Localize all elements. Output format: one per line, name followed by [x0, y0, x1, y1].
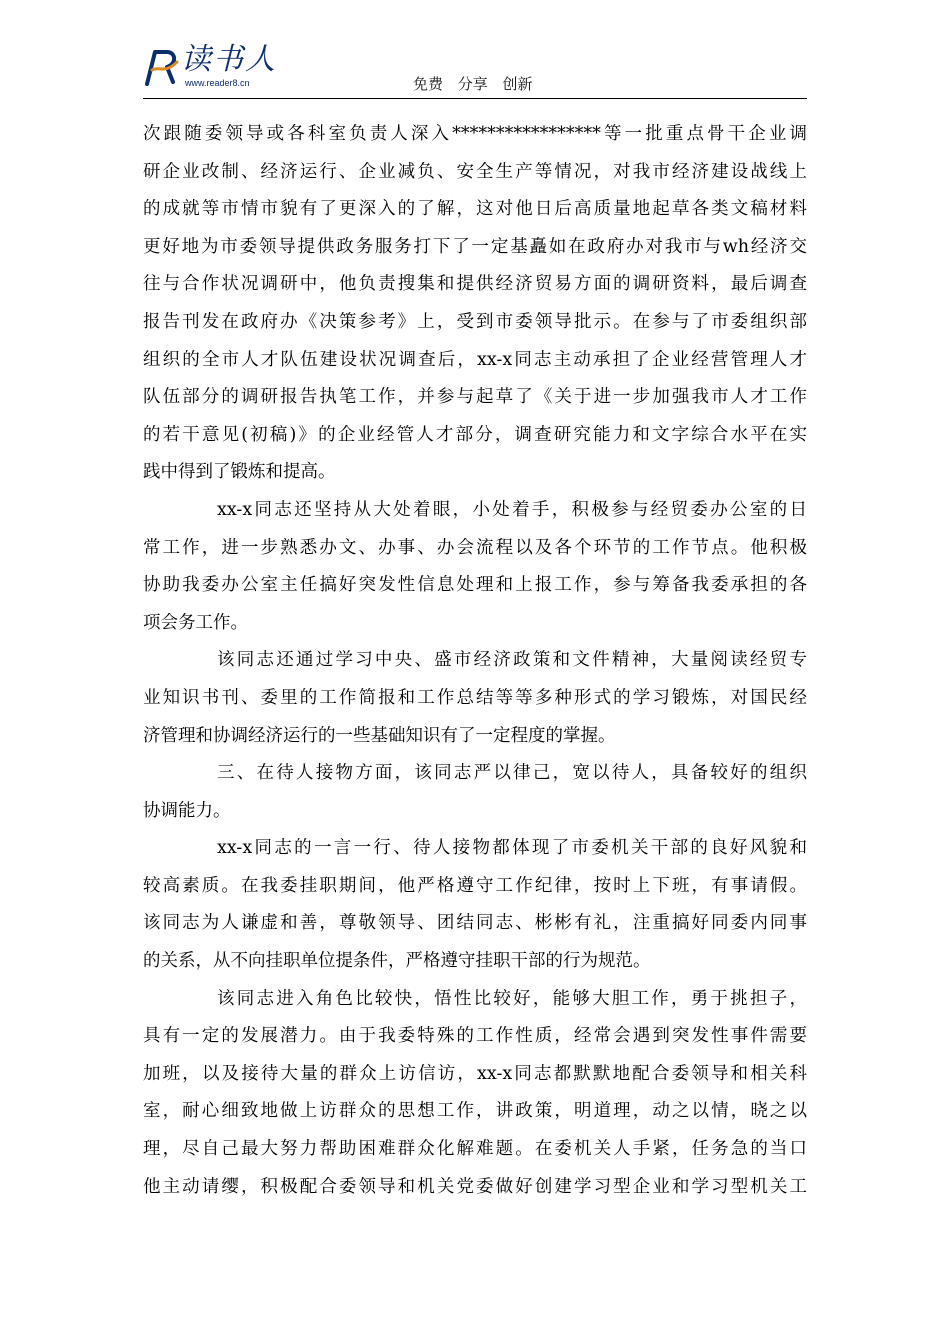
text-line: 理，尽自己最大努力帮助困难群众化解难题。在委机关人手紧，任务急的当口 — [143, 1139, 807, 1160]
text-line: 次跟随委领导或各科室负责人深入*****************等一批重点骨干企业调 — [143, 124, 807, 144]
text-line: 协调能力。 — [143, 800, 231, 821]
text-line: 的关系，从不向挂职单位提条件，严格遵守挂职干部的行为规范。 — [143, 951, 651, 972]
text-line: 他主动请缨，积极配合委领导和机关党委做好创建学习型企业和学习型机关工 — [143, 1176, 807, 1197]
text-line: 往与合作状况调研中，他负责搜集和提供经济贸易方面的调研资料，最后调查 — [143, 274, 807, 295]
text-line: 践中得到了锻炼和提高。 — [143, 462, 336, 483]
reader8-logo — [143, 42, 303, 94]
page-header — [143, 42, 807, 98]
text-line: 队伍部分的调研报告执笔工作，并参与起草了《关于进一步加强我市人才工作 — [143, 387, 807, 408]
text-line: 该同志进入角色比较快，悟性比较好，能够大胆工作，勇于挑担子， — [217, 988, 807, 1009]
document-body — [143, 116, 807, 1206]
logo-url: www.reader8.cn — [185, 78, 250, 88]
text-line: 业知识书刊、委里的工作简报和工作总结等等多种形式的学习锻炼，对国民经 — [143, 687, 807, 708]
header-slogan: 免费 分享 创新 — [413, 75, 533, 93]
text-line: 具有一定的发展潜力。由于我委特殊的工作性质，经常会遇到突发性事件需要 — [143, 1026, 807, 1047]
text-line: 该同志还通过学习中央、盛市经济政策和文件精神，大量阅读经贸专 — [217, 650, 807, 671]
text-line: xx-x同志还坚持从大处着眼，小处着手，积极参与经贸委办公室的日 — [217, 499, 807, 520]
text-line: 常工作，进一步熟悉办文、办事、办会流程以及各个环节的工作节点。他积极 — [143, 537, 807, 558]
text-line: 报告刊发在政府办《决策参考》上，受到市委领导批示。在参与了市委组织部 — [143, 311, 807, 332]
text-line: 三、在待人接物方面，该同志严以律己，宽以待人，具备较好的组织 — [217, 763, 807, 784]
text-line: 研企业改制、经济运行、企业减负、安全生产等情况，对我市经济建设战线上 — [143, 161, 807, 182]
text-line: 更好地为市委领导提供政务服务打下了一定基矗如在政府办对我市与wh经济交 — [143, 236, 807, 257]
logo-text: 读书人 — [181, 42, 277, 77]
logo-r-mark-icon — [143, 48, 183, 88]
text-line: 该同志为人谦虚和善，尊敬领导、团结同志、彬彬有礼，注重搞好同委内同事 — [143, 913, 807, 934]
header-divider — [143, 98, 807, 99]
text-line: xx-x同志的一言一行、待人接物都体现了市委机关干部的良好风貌和 — [217, 838, 807, 859]
text-line: 室，耐心细致地做上访群众的思想工作，讲政策，明道理，动之以情，晓之以 — [143, 1101, 807, 1122]
text-line: 协助我委办公室主任搞好突发性信息处理和上报工作，参与筹备我委承担的各 — [143, 575, 807, 596]
text-line: 的成就等市情市貌有了更深入的了解，这对他日后高质量地起草各类文稿材料 — [143, 199, 807, 220]
text-line: 项会务工作。 — [143, 612, 248, 633]
text-line: 的若干意见(初稿)》的企业经管人才部分，调查研究能力和文字综合水平在实 — [143, 424, 807, 445]
text-line: 较高素质。在我委挂职期间，他严格遵守工作纪律，按时上下班，有事请假。 — [143, 875, 807, 896]
text-line: 加班，以及接待大量的群众上访信访，xx-x同志都默默地配合委领导和相关科 — [143, 1063, 807, 1084]
text-line: 济管理和协调经济运行的一些基础知识有了一定程度的掌握。 — [143, 725, 616, 746]
text-line: 组织的全市人才队伍建设状况调查后，xx-x同志主动承担了企业经营管理人才 — [143, 349, 807, 370]
